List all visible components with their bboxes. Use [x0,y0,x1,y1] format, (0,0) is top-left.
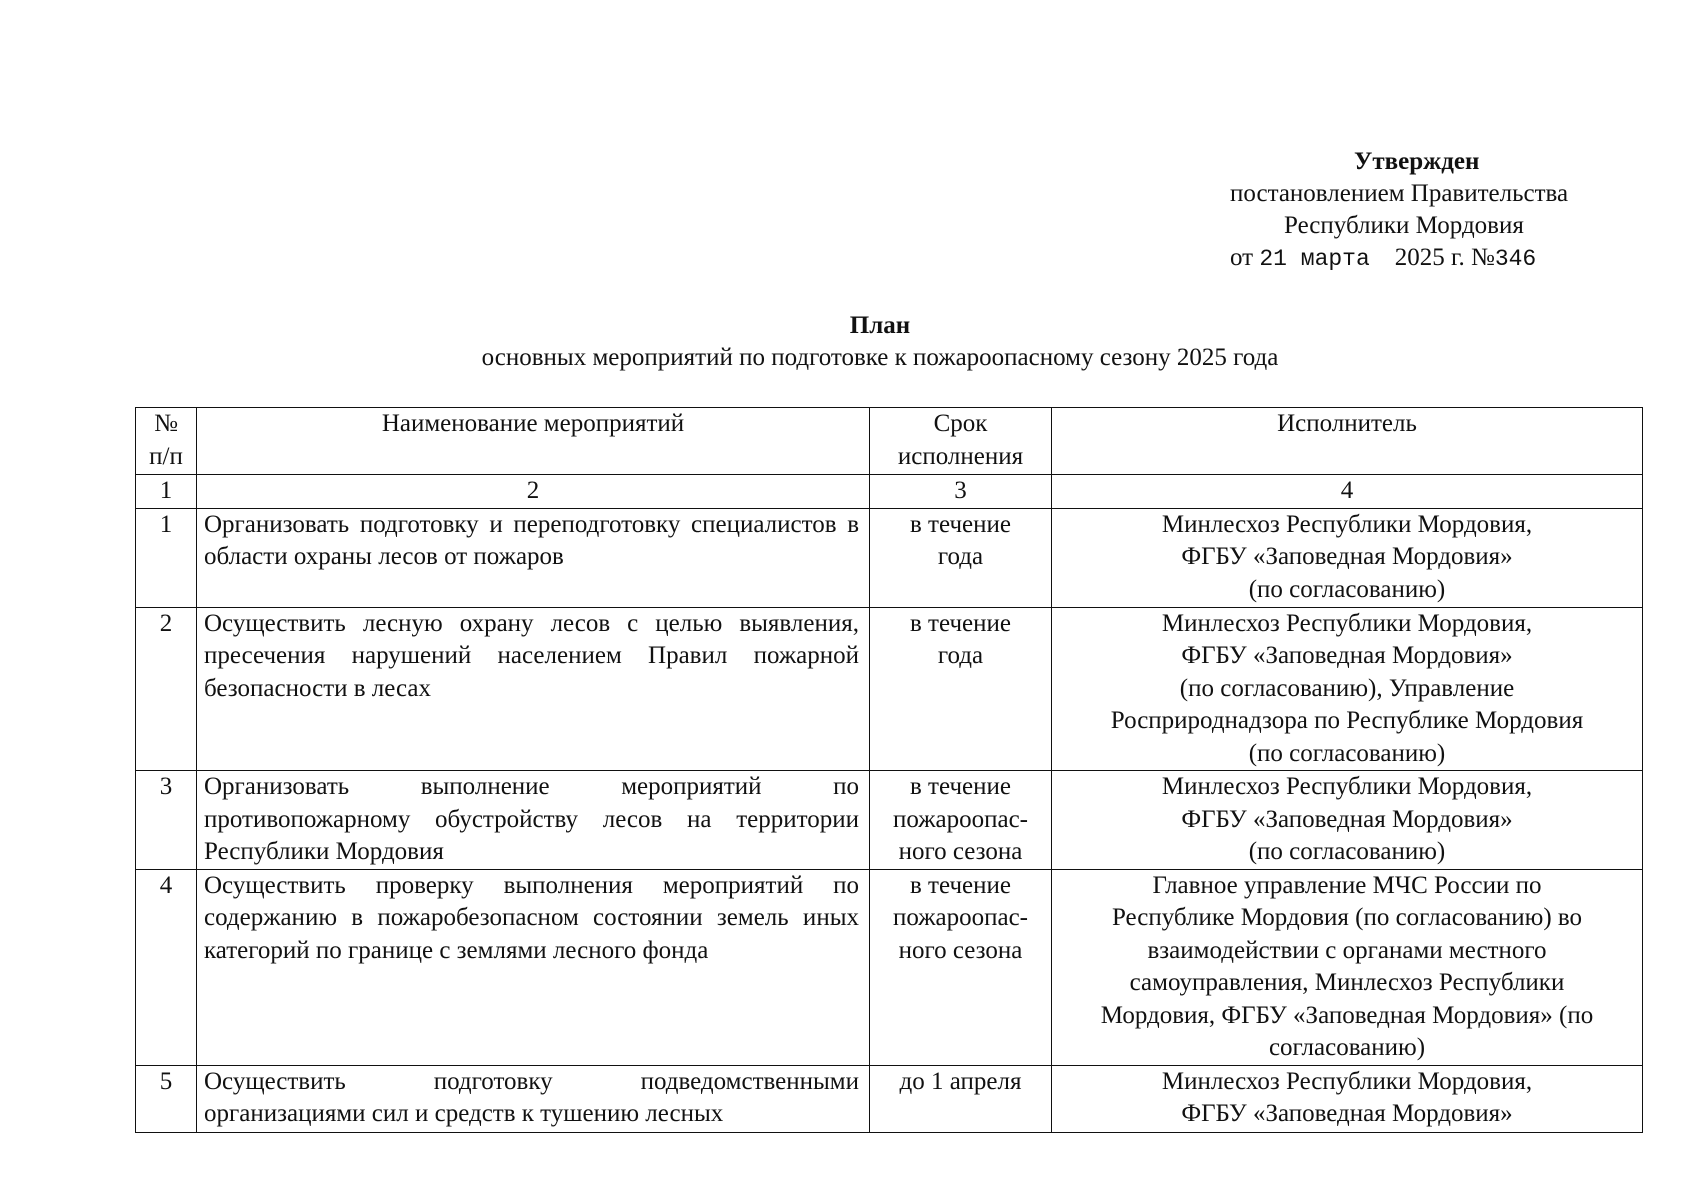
deadline: в течение пожароопас- ного сезона [870,771,1052,870]
header-name: Наименование мероприятий [197,408,870,475]
table-row [136,508,1643,607]
activity-name: Организовать выполнение мероприятий по противопожарному обустройству лесов на территории Республики Мордовия [197,771,870,870]
column-index: 3 [870,475,1052,509]
table-row [136,1065,1643,1132]
approval-line-3 [1180,242,1640,275]
approval-date-prefix: от [1230,244,1260,271]
deadline: в течение года [870,607,1052,771]
row-number: 3 [136,771,197,870]
column-index: 2 [197,475,870,509]
activity-name: Осуществить проверку выполнения мероприятий по содержанию в пожаробезопасном состоянии земель иных категорий по границе с землями лесного фонда [197,869,870,1065]
table-row [136,607,1643,771]
approval-line-1: постановлением Правительства [1230,180,1569,207]
deadline: в течение пожароопас- ного сезона [870,869,1052,1065]
approval-date: 21 марта [1259,246,1370,272]
activity-name: Осуществить подготовку подведомственными организациями сил и средств к тушению лесных [197,1065,870,1132]
row-number: 2 [136,607,197,771]
executor: Минлесхоз Республики Мордовия, ФГБУ «Заповедная Мордовия» (по согласованию) [1052,508,1643,607]
deadline: до 1 апреля [870,1065,1052,1132]
executor: Минлесхоз Республики Мордовия, ФГБУ «Заповедная Мордовия» [1052,1065,1643,1132]
header-num: № п/п [136,408,197,475]
approval-title: Утвержден [1354,148,1480,175]
row-number: 5 [136,1065,197,1132]
approval-number: 346 [1494,246,1537,272]
header-term: Срок исполнения [870,408,1052,475]
table-row [136,869,1643,1065]
row-number: 1 [136,508,197,607]
activity-name: Осуществить лесную охрану лесов с целью выявления, пресечения нарушений населением Правил пожарной безопасности в лесах [197,607,870,771]
plan-subtitle: основных мероприятий по подготовке к пожароопасному сезону 2025 года [481,344,1279,371]
table-header-row [136,408,1643,475]
approval-year: 2025 г. № [1394,244,1495,271]
executor: Минлесхоз Республики Мордовия, ФГБУ «Заповедная Мордовия» (по согласованию), Управление Росприроднадзора по Республике Мордовия (по согласованию) [1052,607,1643,771]
row-number: 4 [136,869,197,1065]
approval-line-2: Республики Мордовия [1284,212,1524,239]
executor: Минлесхоз Республики Мордовия, ФГБУ «Заповедная Мордовия» (по согласованию) [1052,771,1643,870]
header-executor: Исполнитель [1052,408,1643,475]
executor: Главное управление МЧС России по Республике Мордовия (по согласованию) во взаимодействии с органами местного самоуправления, Минлесхоз Республики Мордовия, ФГБУ «Заповедная Мордовия» (по согласованию) [1052,869,1643,1065]
activity-name: Организовать подготовку и переподготовку специалистов в области охраны лесов от пожаров [197,508,870,607]
approval-block [1180,146,1640,275]
column-index: 4 [1052,475,1643,509]
column-index: 1 [136,475,197,509]
plan-title: План [849,312,911,339]
deadline: в течение года [870,508,1052,607]
plan-table [135,407,1643,1133]
table-row [136,771,1643,870]
column-index-row [136,475,1643,509]
